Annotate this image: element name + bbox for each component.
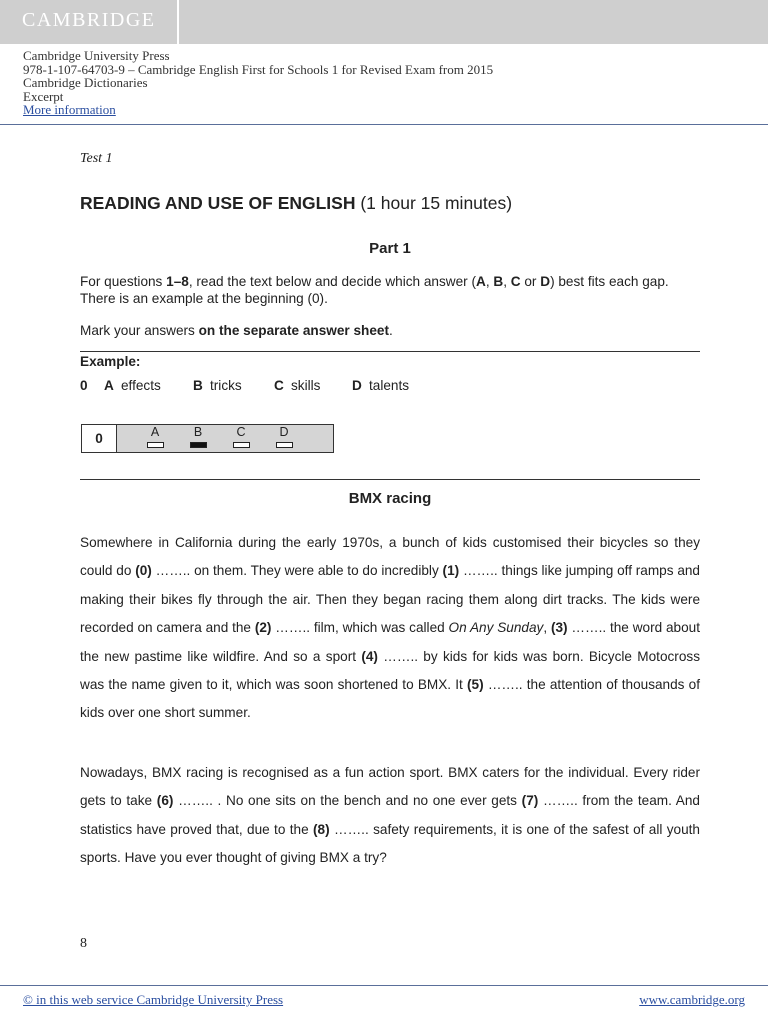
part-title: Part 1 (369, 240, 411, 257)
answer-box-number: 0 (82, 425, 117, 452)
gap-1: (1) (442, 563, 460, 579)
example-option-d-letter: D (352, 378, 362, 393)
test-label: Test 1 (80, 151, 113, 166)
answer-option-b-mark-selected (190, 442, 207, 448)
gap-8: (8) (313, 821, 330, 837)
example-option-d-text: talents (369, 378, 410, 393)
footer-rule (0, 985, 768, 986)
mark-answers-instruction: Mark your answers on the separate answer sheet. (80, 323, 393, 338)
answer-option-a-letter: A (150, 425, 160, 439)
cambridge-logo: CAMBRIDGE (22, 9, 156, 31)
header-divider (177, 0, 179, 44)
paragraph-2: Nowadays, BMX racing is recognised as a fun action sport. BMX caters for the individual. Every rider gets to take (6) …….. . No one sits on the bench and no one ever gets (7) …….. from the team. And statistics have proved that, due to the (8) …….. safety requirements, it is one of the safest of all youth sports. Have you ever thought of giving BMX a try? (80, 765, 700, 866)
answer-option-b (189, 425, 207, 448)
text-title: BMX racing (348, 490, 432, 507)
gap-3: (3) (550, 620, 568, 636)
example-answer-box (81, 424, 334, 453)
gap-7: (7) (521, 793, 539, 809)
answer-option-a-mark (147, 442, 164, 448)
answer-option-b-letter: B (193, 425, 203, 439)
section-title-duration: (1 hour 15 minutes) (355, 193, 513, 213)
header-bar (0, 0, 768, 44)
answer-option-c-mark (233, 442, 250, 448)
section-title-main: READING AND USE OF ENGLISH (80, 193, 356, 213)
example-option-a-text: effects (121, 378, 161, 393)
copyright-link[interactable]: © in this web service Cambridge University Press (23, 992, 284, 1007)
footer-website (639, 992, 745, 1008)
gap-2: (2) (254, 620, 272, 636)
instructions-line-2: There is an example at the beginning (0). (80, 291, 328, 306)
example-number: 0 (80, 378, 88, 393)
answer-option-d (275, 425, 293, 448)
footer-copyright (23, 992, 283, 1008)
film-title: On Any Sunday (448, 620, 544, 636)
example-label: Example: (80, 354, 141, 369)
book-metadata (23, 49, 493, 117)
answer-option-d-letter: D (279, 425, 289, 439)
gap-5: (5) (467, 677, 484, 693)
cambridge-website-link[interactable]: www.cambridge.org (639, 992, 745, 1007)
isbn-title-line: 978-1-107-64703-9 – Cambridge English First for Schools 1 for Revised Exam from 2015 (23, 61, 494, 77)
example-option-c-letter: C (274, 378, 284, 393)
answer-option-c-letter: C (236, 425, 246, 439)
answer-option-d-mark (276, 442, 293, 448)
excerpt-line: Excerpt (23, 88, 64, 104)
more-information-link[interactable]: More information (23, 102, 116, 117)
gap-0: (0) (135, 563, 152, 579)
divider-bottom (80, 479, 700, 480)
publisher-line: Cambridge University Press (23, 48, 170, 63)
section-title (80, 193, 512, 214)
example-option-b-letter: B (193, 378, 203, 393)
header-rule (0, 124, 768, 125)
answer-option-a (146, 425, 164, 448)
answer-option-c (232, 425, 250, 448)
instructions-line-1: For questions 1–8, read the text below and decide which answer (A, B, C or D) best fits each gap. (80, 274, 669, 289)
example-option-a-letter: A (104, 378, 114, 393)
example-option-c-text: skills (291, 378, 321, 393)
example-option-b-text: tricks (210, 378, 242, 393)
paragraph-1: Somewhere in California during the early 1970s, a bunch of kids customised their bicycles so they could do (0) …….. on them. They were able to do incredibly (1) …….. things like jumping off ramps and making their bikes fly through the air. Then they began racing them along dirt tracks. The kids were recorded on camera and the (2) …….. film, which was called On Any Sunday, (3) …….. the word about the new pastime like wildfire. And so a sport (4) …….. by kids for kids was born. Bicycle Motocross was the name given to it, which was soon shortened to BMX. It (5) …….. the attention of thousands of kids over one short summer. (80, 535, 701, 721)
gap-6: (6) (156, 793, 174, 809)
publisher-division-line: Cambridge Dictionaries (23, 75, 148, 90)
divider-top (80, 351, 700, 352)
page-number: 8 (80, 936, 87, 951)
gap-4: (4) (361, 648, 378, 664)
